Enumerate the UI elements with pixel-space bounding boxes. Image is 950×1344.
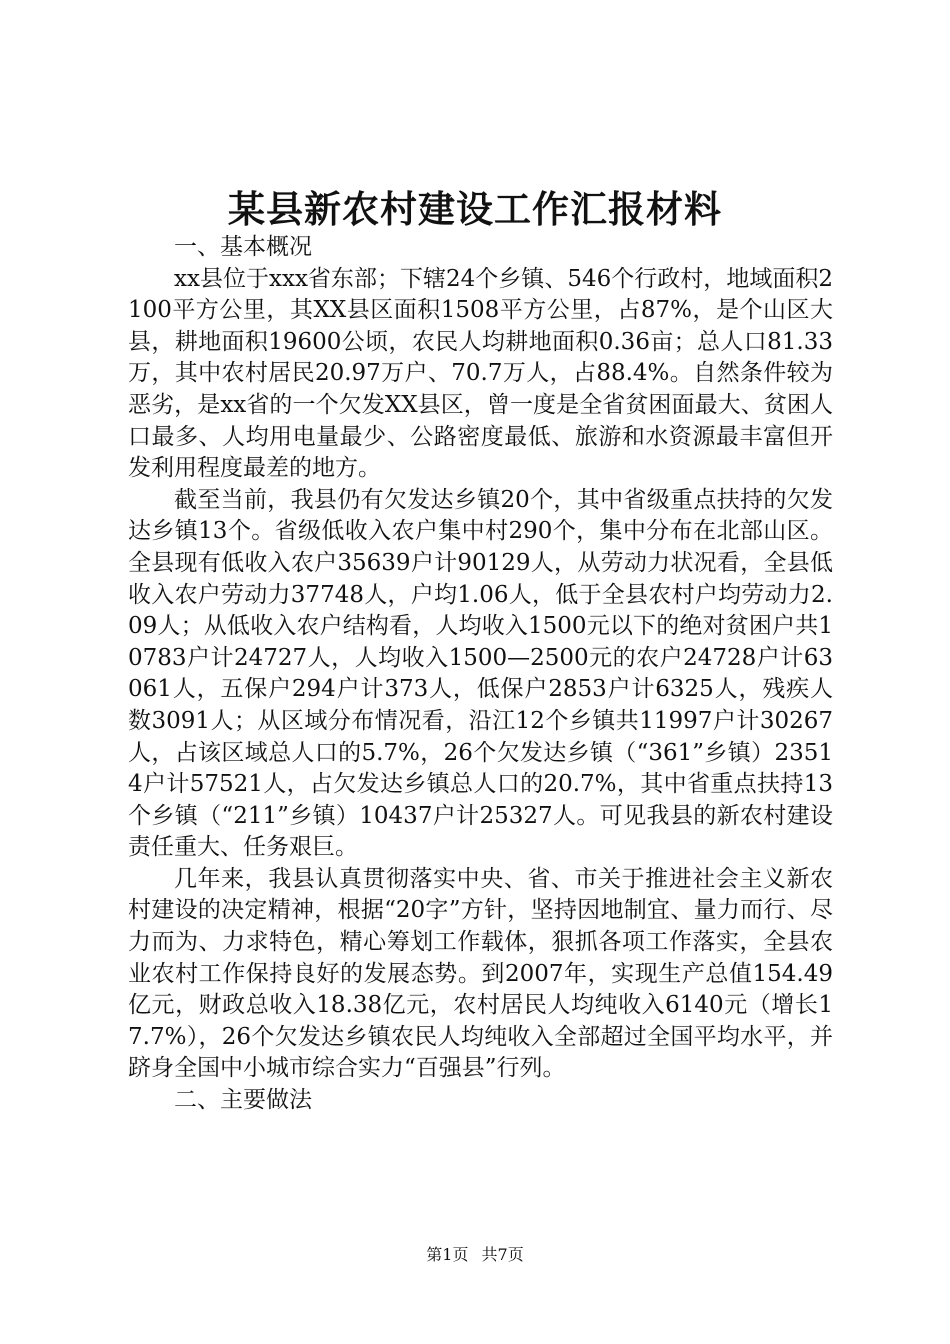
page-total: 共7页 (481, 1245, 524, 1264)
document-body (128, 232, 833, 1117)
page-footer (0, 1244, 950, 1266)
paragraph-poverty-status: 截至当前，我县仍有欠发达乡镇20个，其中省级重点扶持的欠发达乡镇13个。省级低收入农户集中村290个，集中分布在北部山区。全县现有低收入农户35639户计90129人，从劳动力状况看，全县低收入农户劳动力37748人，户均1.06人，低于全县农村户均劳动力2.09人；从低收入农户结构看，人均收入1500元以下的绝对贫困户共10783户计24727人，人均收入1500—2500元的农户24728户计63061人，五保户294户计373人，低保户2853户计6325人，残疾人数3091人；从区域分布情况看，沿江12个乡镇共11997户计30267人，占该区域总人口的5.7%，26个欠发达乡镇（“361”乡镇）23514户计57521人，占欠发达乡镇总人口的20.7%，其中省重点扶持13个乡镇（“211”乡镇）10437户计25327人。可见我县的新农村建设责任重大、任务艰巨。 (128, 486, 833, 861)
section-heading-measures: 二、主要做法 (174, 1087, 312, 1114)
document-title: 某县新农村建设工作汇报材料 (228, 187, 722, 231)
paragraph-achievements: 几年来，我县认真贯彻落实中央、省、市关于推进社会主义新农村建设的决定精神，根据“20字”方针，坚持因地制宜、量力而行、尽力而为、力求特色，精心筹划工作载体，狠抓各项工作落实，全县农业农村工作保持良好的发展态势。到2007年，实现生产总值154.49亿元，财政总收入18.38亿元，农村居民人均纯收入6140元（增长17.7%），26个欠发达乡镇农民人均纯收入全部超过全国平均水平，并跻身全国中小城市综合实力“百强县”行列。 (128, 865, 833, 1082)
section-heading-overview: 一、基本概况 (174, 234, 312, 260)
paragraph-county-overview: xx县位于xxx省东部；下辖24个乡镇、546个行政村，地域面积2100平方公里，其XX县区面积1508平方公里，占87%，是个山区大县，耕地面积19600公顷，农民人均耕地面积0.36亩；总人口81.33万，其中农村居民20.97万户、70.7万人，占88.4%。自然条件较为恶劣，是xx省的一个欠发XX县区，曾一度是全省贫困面最大、贫困人口最多、人均用电量最少、公路密度最低、旅游和水资源最丰富但开发利用程度最差的地方。 (128, 265, 833, 482)
page-number: 第1页 (426, 1245, 469, 1264)
